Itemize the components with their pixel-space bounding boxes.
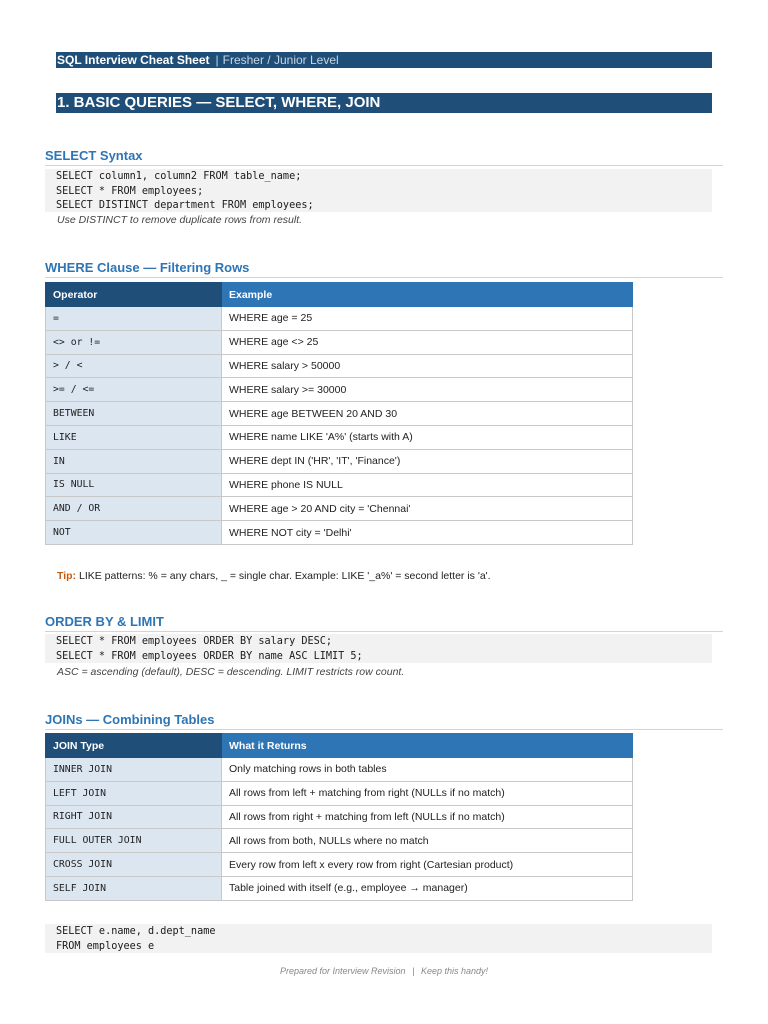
example-cell: WHERE age > 20 AND city = 'Chennai' bbox=[222, 497, 633, 521]
code-line: SELECT * FROM employees; bbox=[56, 185, 204, 197]
code-line: FROM employees e bbox=[56, 940, 155, 952]
table-row bbox=[46, 449, 633, 473]
join-description-cell: Only matching rows in both tables bbox=[222, 758, 633, 782]
tip-text: LIKE patterns: % = any chars, _ = single char. Example: LIKE '_a%' = second letter is 'a'. bbox=[76, 570, 491, 582]
footer-left-text: Prepared for Interview Revision bbox=[280, 966, 406, 976]
footer-right-text: Keep this handy! bbox=[420, 966, 488, 976]
code-line: SELECT * FROM employees ORDER BY name ASC LIMIT 5; bbox=[56, 650, 363, 662]
order-by-note: ASC = ascending (default), DESC = descending. LIMIT restricts row count. bbox=[57, 666, 405, 678]
tip-label: Tip: bbox=[57, 570, 77, 582]
table-row bbox=[46, 876, 633, 900]
section-title-select: SELECT Syntax bbox=[45, 148, 723, 166]
footer-separator: | bbox=[412, 966, 415, 976]
operator-cell: >= / <= bbox=[46, 378, 222, 402]
join-description-cell: All rows from right + matching from left (NULLs if no match) bbox=[222, 805, 633, 829]
table-row bbox=[46, 781, 633, 805]
code-line: SELECT * FROM employees ORDER BY salary DESC; bbox=[56, 636, 333, 647]
table-row bbox=[46, 758, 633, 782]
section-title-order-by: ORDER BY & LIMIT bbox=[45, 614, 723, 632]
join-description-cell: All rows from left + matching from right (NULLs if no match) bbox=[222, 781, 633, 805]
join-type-cell: FULL OUTER JOIN bbox=[46, 829, 222, 853]
example-cell: WHERE age BETWEEN 20 AND 30 bbox=[222, 402, 633, 426]
code-line: SELECT column1, column2 FROM table_name; bbox=[56, 171, 302, 182]
document-level: Fresher / Junior Level bbox=[222, 53, 339, 67]
join-type-cell: RIGHT JOIN bbox=[46, 805, 222, 829]
example-cell: WHERE dept IN ('HR', 'IT', 'Finance') bbox=[222, 449, 633, 473]
table-row bbox=[46, 805, 633, 829]
operator-cell: <> or != bbox=[46, 330, 222, 354]
select-code-block bbox=[45, 169, 712, 212]
code-line: SELECT DISTINCT department FROM employees; bbox=[56, 200, 314, 211]
column-header-example: Example bbox=[222, 283, 633, 307]
joins-table bbox=[45, 733, 633, 901]
tip-callout bbox=[57, 570, 491, 582]
document-header bbox=[56, 52, 712, 68]
example-cell: WHERE age <> 25 bbox=[222, 330, 633, 354]
document-title: SQL Interview Cheat Sheet bbox=[57, 53, 210, 67]
operator-cell: NOT bbox=[46, 521, 222, 545]
join-type-cell: LEFT JOIN bbox=[46, 781, 222, 805]
column-header-join-type: JOIN Type bbox=[46, 734, 222, 758]
header-separator: | bbox=[215, 53, 219, 67]
column-header-operator: Operator bbox=[46, 283, 222, 307]
example-cell: WHERE age = 25 bbox=[222, 307, 633, 331]
join-description-cell: Table joined with itself (e.g., employee → manager) bbox=[222, 876, 633, 900]
join-example-code-block bbox=[45, 924, 712, 953]
select-note: Use DISTINCT to remove duplicate rows from result. bbox=[57, 214, 303, 226]
code-line: SELECT e.name, d.dept_name bbox=[56, 926, 216, 937]
table-row bbox=[46, 330, 633, 354]
example-cell: WHERE salary > 50000 bbox=[222, 354, 633, 378]
table-row bbox=[46, 307, 633, 331]
table-row bbox=[46, 853, 633, 877]
where-operators-table bbox=[45, 282, 633, 545]
table-row bbox=[46, 473, 633, 497]
table-row bbox=[46, 402, 633, 426]
section-title-where: WHERE Clause — Filtering Rows bbox=[45, 260, 723, 278]
operator-cell: IS NULL bbox=[46, 473, 222, 497]
table-row bbox=[46, 521, 633, 545]
join-type-cell: INNER JOIN bbox=[46, 758, 222, 782]
table-header-row bbox=[46, 283, 633, 307]
operator-cell: BETWEEN bbox=[46, 402, 222, 426]
table-row bbox=[46, 829, 633, 853]
operator-cell: > / < bbox=[46, 354, 222, 378]
table-row bbox=[46, 378, 633, 402]
chapter-heading: 1. BASIC QUERIES — SELECT, WHERE, JOIN bbox=[56, 93, 712, 113]
operator-cell: LIKE bbox=[46, 425, 222, 449]
section-title-joins: JOINs — Combining Tables bbox=[45, 712, 723, 730]
join-description-cell: All rows from both, NULLs where no match bbox=[222, 829, 633, 853]
table-row bbox=[46, 497, 633, 521]
page-footer bbox=[0, 966, 768, 976]
operator-cell: = bbox=[46, 307, 222, 331]
operator-cell: IN bbox=[46, 449, 222, 473]
example-cell: WHERE NOT city = 'Delhi' bbox=[222, 521, 633, 545]
join-description-cell: Every row from left x every row from right (Cartesian product) bbox=[222, 853, 633, 877]
table-row bbox=[46, 425, 633, 449]
join-type-cell: CROSS JOIN bbox=[46, 853, 222, 877]
operator-cell: AND / OR bbox=[46, 497, 222, 521]
join-type-cell: SELF JOIN bbox=[46, 876, 222, 900]
table-header-row bbox=[46, 734, 633, 758]
order-by-code-block bbox=[45, 634, 712, 663]
example-cell: WHERE phone IS NULL bbox=[222, 473, 633, 497]
table-row bbox=[46, 354, 633, 378]
example-cell: WHERE name LIKE 'A%' (starts with A) bbox=[222, 425, 633, 449]
column-header-what-it-returns: What it Returns bbox=[222, 734, 633, 758]
example-cell: WHERE salary >= 30000 bbox=[222, 378, 633, 402]
